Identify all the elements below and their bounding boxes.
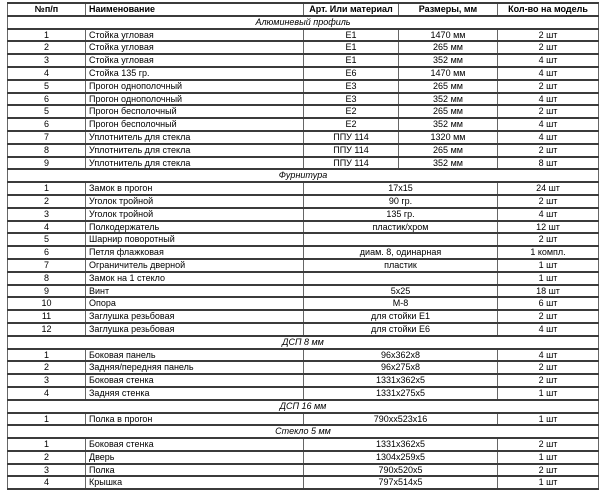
item-spec: диам. 8, одинарная xyxy=(304,246,498,259)
table-row xyxy=(8,29,599,42)
header-article: Арт. Или материал xyxy=(304,3,399,16)
item-name: Прогон однополочный xyxy=(86,80,304,93)
table-row xyxy=(8,157,599,170)
item-name: Уголок тройной xyxy=(86,208,304,221)
row-number: 9 xyxy=(8,285,86,298)
table-row xyxy=(8,41,599,54)
table-row xyxy=(8,182,599,195)
table-row xyxy=(8,221,599,234)
item-article: Е2 xyxy=(304,118,399,131)
item-spec xyxy=(304,272,498,285)
row-number: 4 xyxy=(8,221,86,234)
table-row xyxy=(8,323,599,336)
item-qty: 4 шт xyxy=(498,93,599,106)
item-name: Замок на 1 стекло xyxy=(86,272,304,285)
item-article: ППУ 114 xyxy=(304,157,399,170)
section-title: Фурнитура xyxy=(8,169,599,182)
item-spec: 790х520х5 xyxy=(304,464,498,477)
table-row xyxy=(8,451,599,464)
item-qty: 1 шт xyxy=(498,413,599,426)
item-article: Е2 xyxy=(304,105,399,118)
table-row xyxy=(8,361,599,374)
row-number: 1 xyxy=(8,349,86,362)
item-qty: 1 шт xyxy=(498,476,599,489)
row-number: 3 xyxy=(8,374,86,387)
table-row xyxy=(8,105,599,118)
row-number: 5 xyxy=(8,233,86,246)
item-qty: 2 шт xyxy=(498,105,599,118)
table-row xyxy=(8,67,599,80)
item-qty: 1 шт xyxy=(498,272,599,285)
item-qty: 2 шт xyxy=(498,438,599,451)
row-number: 3 xyxy=(8,464,86,477)
item-name: Дверь xyxy=(86,451,304,464)
item-qty: 2 шт xyxy=(498,80,599,93)
item-name: Боковая стенка xyxy=(86,438,304,451)
row-number: 7 xyxy=(8,131,86,144)
item-size: 1470 мм xyxy=(399,67,498,80)
row-number: 4 xyxy=(8,67,86,80)
table-row xyxy=(8,464,599,477)
row-number: 6 xyxy=(8,118,86,131)
section-header-row xyxy=(8,16,599,29)
row-number: 1 xyxy=(8,182,86,195)
section-header-row xyxy=(8,336,599,349)
row-number: 6 xyxy=(8,93,86,106)
item-article: Е3 xyxy=(304,80,399,93)
table-header-row xyxy=(8,3,599,16)
row-number: 2 xyxy=(8,41,86,54)
item-name: Стойка угловая xyxy=(86,54,304,67)
table-row xyxy=(8,438,599,451)
table-row xyxy=(8,208,599,221)
row-number: 8 xyxy=(8,272,86,285)
item-qty: 4 шт xyxy=(498,67,599,80)
table-row xyxy=(8,93,599,106)
item-qty: 1 шт xyxy=(498,259,599,272)
table-row xyxy=(8,387,599,400)
item-qty: 4 шт xyxy=(498,54,599,67)
item-qty: 4 шт xyxy=(498,208,599,221)
row-number: 7 xyxy=(8,259,86,272)
row-number: 8 xyxy=(8,144,86,157)
item-qty: 1 компл. xyxy=(498,246,599,259)
header-quantity: Кол-во на модель xyxy=(498,3,599,16)
item-qty: 2 шт xyxy=(498,464,599,477)
item-qty: 4 шт xyxy=(498,118,599,131)
table-row xyxy=(8,285,599,298)
item-name: Полкодержатель xyxy=(86,221,304,234)
item-size: 1320 мм xyxy=(399,131,498,144)
row-number: 3 xyxy=(8,54,86,67)
table-row xyxy=(8,259,599,272)
item-qty: 2 шт xyxy=(498,361,599,374)
row-number: 4 xyxy=(8,476,86,489)
item-spec: М-8 xyxy=(304,297,498,310)
row-number: 1 xyxy=(8,413,86,426)
item-spec: 5х25 xyxy=(304,285,498,298)
table-row xyxy=(8,349,599,362)
section-title: Алюминевый профиль xyxy=(8,16,599,29)
row-number: 2 xyxy=(8,361,86,374)
header-dimensions: Размеры, мм xyxy=(399,3,498,16)
item-article: Е6 xyxy=(304,67,399,80)
item-spec: для стойки Е6 xyxy=(304,323,498,336)
item-qty: 18 шт xyxy=(498,285,599,298)
item-qty: 4 шт xyxy=(498,323,599,336)
item-spec: 1331х362х5 xyxy=(304,374,498,387)
item-name: Стойка угловая xyxy=(86,41,304,54)
table-row xyxy=(8,374,599,387)
item-article: Е3 xyxy=(304,93,399,106)
row-number: 5 xyxy=(8,80,86,93)
item-qty: 2 шт xyxy=(498,195,599,208)
item-qty: 1 шт xyxy=(498,451,599,464)
table-row xyxy=(8,118,599,131)
item-qty: 2 шт xyxy=(498,233,599,246)
item-qty: 12 шт xyxy=(498,221,599,234)
item-qty: 2 шт xyxy=(498,310,599,323)
table-row xyxy=(8,233,599,246)
item-name: Уплотнитель для стекла xyxy=(86,131,304,144)
section-title: Стекло 5 мм xyxy=(8,425,599,438)
table-row xyxy=(8,80,599,93)
item-qty: 4 шт xyxy=(498,131,599,144)
row-number: 1 xyxy=(8,438,86,451)
row-number: 2 xyxy=(8,195,86,208)
item-size: 1470 мм xyxy=(399,29,498,42)
item-name: Задняя/передняя панель xyxy=(86,361,304,374)
row-number: 4 xyxy=(8,387,86,400)
item-spec: 17х15 xyxy=(304,182,498,195)
item-name: Замок в прогон xyxy=(86,182,304,195)
table-row xyxy=(8,413,599,426)
table-body xyxy=(8,16,599,489)
item-spec: 1331х362х5 xyxy=(304,438,498,451)
item-spec: пластик xyxy=(304,259,498,272)
item-qty: 6 шт xyxy=(498,297,599,310)
item-name: Боковая панель xyxy=(86,349,304,362)
row-number: 2 xyxy=(8,451,86,464)
table-row xyxy=(8,310,599,323)
table-row xyxy=(8,131,599,144)
item-article: Е1 xyxy=(304,54,399,67)
parts-table xyxy=(7,2,599,490)
item-spec: 135 гр. xyxy=(304,208,498,221)
item-spec: 96х275х8 xyxy=(304,361,498,374)
item-size: 352 мм xyxy=(399,157,498,170)
item-size: 265 мм xyxy=(399,144,498,157)
item-qty: 2 шт xyxy=(498,144,599,157)
header-row-number: №п/п xyxy=(8,3,86,16)
row-number: 3 xyxy=(8,208,86,221)
item-name: Ограничитель дверной xyxy=(86,259,304,272)
item-qty: 8 шт xyxy=(498,157,599,170)
item-spec: 1331х275х5 xyxy=(304,387,498,400)
item-spec xyxy=(304,233,498,246)
item-size: 265 мм xyxy=(399,105,498,118)
item-size: 265 мм xyxy=(399,41,498,54)
item-qty: 2 шт xyxy=(498,41,599,54)
item-spec: пластик/хром xyxy=(304,221,498,234)
item-qty: 1 шт xyxy=(498,387,599,400)
item-name: Полка xyxy=(86,464,304,477)
row-number: 9 xyxy=(8,157,86,170)
item-name: Полка в прогон xyxy=(86,413,304,426)
item-size: 352 мм xyxy=(399,93,498,106)
item-name: Петля флажковая xyxy=(86,246,304,259)
item-spec: 797х514х5 xyxy=(304,476,498,489)
header-item-name: Наименование xyxy=(86,3,304,16)
item-size: 265 мм xyxy=(399,80,498,93)
item-spec: 90 гр. xyxy=(304,195,498,208)
table-row xyxy=(8,297,599,310)
table-row xyxy=(8,476,599,489)
item-qty: 2 шт xyxy=(498,29,599,42)
item-name: Уголок тройной xyxy=(86,195,304,208)
row-number: 10 xyxy=(8,297,86,310)
item-spec: для стойки Е1 xyxy=(304,310,498,323)
item-name: Винт xyxy=(86,285,304,298)
row-number: 5 xyxy=(8,105,86,118)
row-number: 1 xyxy=(8,29,86,42)
item-qty: 4 шт xyxy=(498,349,599,362)
section-title: ДСП 16 мм xyxy=(8,400,599,413)
item-name: Уплотнитель для стекла xyxy=(86,144,304,157)
item-qty: 2 шт xyxy=(498,374,599,387)
item-name: Стойка 135 гр. xyxy=(86,67,304,80)
item-spec: 1304х259х5 xyxy=(304,451,498,464)
table-row xyxy=(8,144,599,157)
item-article: Е1 xyxy=(304,29,399,42)
row-number: 11 xyxy=(8,310,86,323)
item-name: Уплотнитель для стекла xyxy=(86,157,304,170)
item-qty: 24 шт xyxy=(498,182,599,195)
item-name: Опора xyxy=(86,297,304,310)
section-header-row xyxy=(8,425,599,438)
item-name: Заглушка резьбовая xyxy=(86,323,304,336)
section-title: ДСП 8 мм xyxy=(8,336,599,349)
item-spec: 790хх523х16 xyxy=(304,413,498,426)
item-size: 352 мм xyxy=(399,54,498,67)
item-name: Стойка угловая xyxy=(86,29,304,42)
item-size: 352 мм xyxy=(399,118,498,131)
item-name: Прогон бесполочный xyxy=(86,118,304,131)
item-name: Прогон бесполочный xyxy=(86,105,304,118)
table-row xyxy=(8,246,599,259)
table-row xyxy=(8,54,599,67)
item-name: Шарнир поворотный xyxy=(86,233,304,246)
table-row xyxy=(8,195,599,208)
item-name: Заглушка резьбовая xyxy=(86,310,304,323)
section-header-row xyxy=(8,400,599,413)
item-name: Крышка xyxy=(86,476,304,489)
row-number: 12 xyxy=(8,323,86,336)
parts-list-sheet xyxy=(0,2,600,492)
table-row xyxy=(8,272,599,285)
item-article: ППУ 114 xyxy=(304,131,399,144)
item-name: Прогон однополочный xyxy=(86,93,304,106)
item-article: ППУ 114 xyxy=(304,144,399,157)
section-header-row xyxy=(8,169,599,182)
row-number: 6 xyxy=(8,246,86,259)
item-name: Боковая стенка xyxy=(86,374,304,387)
item-name: Задняя стенка xyxy=(86,387,304,400)
item-spec: 96х362х8 xyxy=(304,349,498,362)
item-article: Е1 xyxy=(304,41,399,54)
